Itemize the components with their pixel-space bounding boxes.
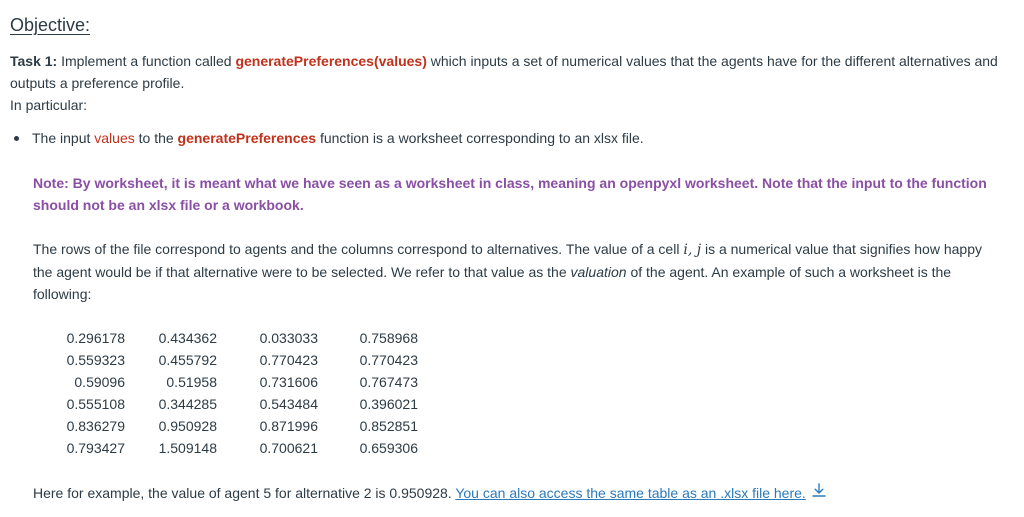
table-cell: 0.455792: [158, 352, 217, 368]
worksheet-note: Note: By worksheet, it is meant what we have seen as a worksheet in class, meaning an openpyxl worksheet. Note that the input to the function should not be an xlsx file or a workbook.: [33, 175, 987, 213]
table-cell: 1.509148: [158, 440, 217, 456]
table-cell: 0.731606: [259, 374, 318, 390]
table-cell: 0.396021: [359, 396, 418, 412]
footer-paragraph: [33, 482, 826, 505]
table-cell: 0.758968: [359, 330, 418, 346]
cell-index-math: i, j: [683, 242, 702, 258]
task-label: Task 1:: [10, 53, 58, 69]
table-cell: 0.950928: [158, 418, 217, 434]
table-cell: 0.770423: [359, 352, 418, 368]
bullet-text-before: The input: [32, 130, 95, 146]
table-row: [56, 349, 418, 371]
table-row: [56, 327, 418, 349]
function-name: generatePreferences: [177, 130, 317, 146]
table-cell: 0.296178: [66, 330, 125, 346]
table-cell: 0.700621: [259, 440, 318, 456]
download-icon[interactable]: [812, 481, 826, 503]
valuation-table: [56, 327, 418, 459]
valuation-term: valuation: [570, 264, 627, 280]
table-cell: 0.51958: [166, 374, 217, 390]
table-row: [56, 393, 418, 415]
table-cell: 0.852851: [359, 418, 418, 434]
footer-text: Here for example, the value of agent 5 for alternative 2 is 0.950928.: [33, 485, 456, 501]
table-cell: 0.793427: [66, 440, 125, 456]
xlsx-download-link[interactable]: You can also access the same table as an .xlsx file here.: [455, 485, 806, 501]
table-cell: 0.871996: [259, 418, 318, 434]
bullet-list-item: [14, 127, 644, 149]
rows-text-after: is a numerical value that signifies how happy the agent would be if that alternative were to be selected. We refer to that value as the: [33, 241, 982, 280]
table-cell: 0.434362: [158, 330, 217, 346]
table-cell: 0.659306: [359, 440, 418, 456]
table-cell: 0.033033: [259, 330, 318, 346]
table-cell: 0.836279: [66, 418, 125, 434]
table-cell: 0.59096: [74, 374, 125, 390]
rows-text-before: The rows of the file correspond to agents and the columns correspond to alternatives. The value of a cell: [33, 241, 684, 257]
table-cell: 0.543484: [259, 396, 318, 412]
rows-description-paragraph: [33, 238, 1003, 305]
task-text-before: Implement a function called: [57, 53, 236, 69]
table-cell: 0.770423: [259, 352, 318, 368]
table-row: [56, 437, 418, 459]
task-paragraph: [10, 50, 1010, 94]
objective-heading: Objective:: [10, 15, 91, 35]
table-cell: 0.767473: [359, 374, 418, 390]
table-row: [56, 371, 418, 393]
bullet-text-after: function is a worksheet corresponding to an xlsx file.: [316, 130, 644, 146]
task-text-after: which inputs a set of numerical values that the agents have for the different alternatives and outputs a preference profile.: [10, 53, 998, 91]
table-cell: 0.344285: [158, 396, 217, 412]
values-keyword: values: [94, 130, 135, 146]
table-row: [56, 415, 418, 437]
bullet-marker: [14, 136, 19, 141]
rows-text-end: of the agent. An example of such a worksheet is the following:: [33, 264, 952, 302]
table-cell: 0.559323: [66, 352, 125, 368]
table-cell: 0.555108: [66, 396, 125, 412]
bullet-text-mid: to the: [134, 130, 178, 146]
in-particular-text: In particular:: [10, 97, 88, 113]
function-signature: generatePreferences(values): [235, 53, 427, 69]
